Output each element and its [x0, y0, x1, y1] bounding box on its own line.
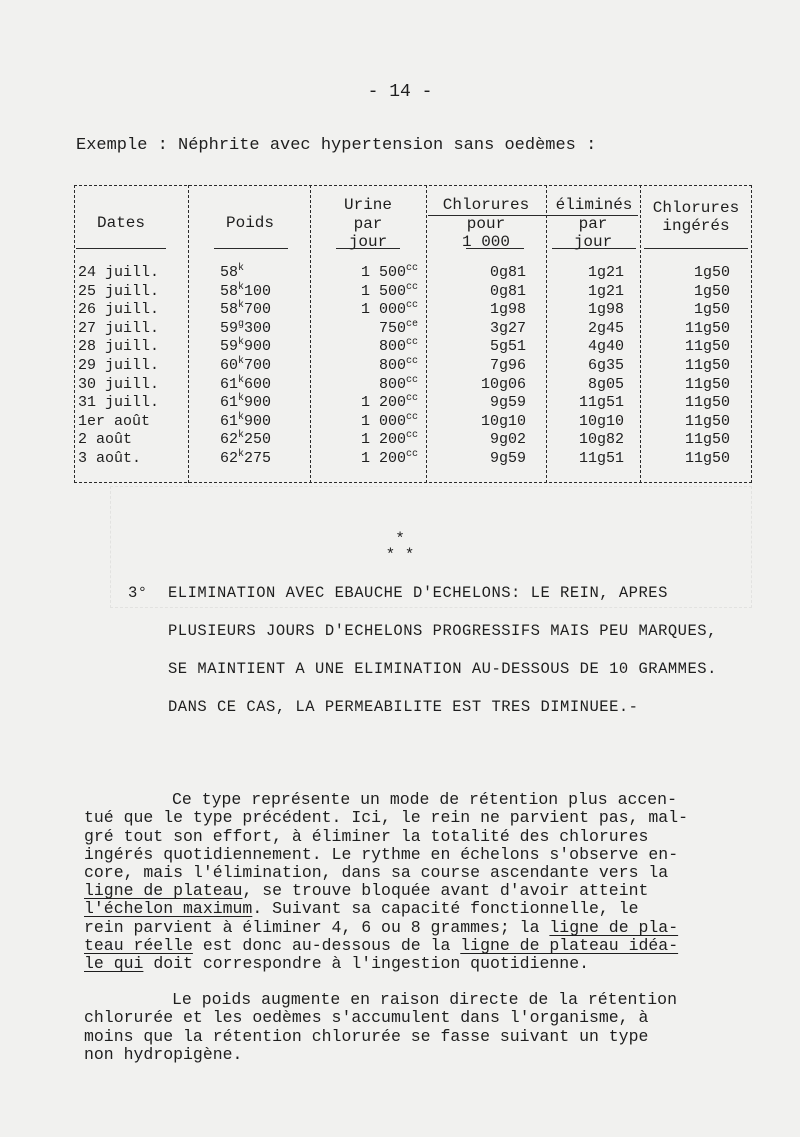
underline-le-qui: le qui: [84, 954, 144, 973]
cell-pour-mille: [458, 412, 526, 431]
cell-poids-poids: 59: [220, 338, 239, 356]
cell-ingeres: [664, 282, 730, 301]
cell-urine-urine: 800: [378, 375, 406, 393]
table-row: [74, 393, 752, 412]
cell-par-jour: [554, 300, 624, 319]
header-urine-1: Urine: [343, 196, 392, 214]
cell-par-jour: [554, 430, 624, 449]
underline-echelon-maximum: l'échelon maximum: [84, 899, 253, 918]
cell-urine-urine-sup: cc: [405, 263, 418, 274]
cell-pour-mille-pour-mille: 9g59: [489, 394, 526, 412]
cell-urine-urine: 800: [378, 357, 406, 374]
cell-date-date: 30 juill.: [78, 375, 160, 393]
cell-date: [78, 337, 182, 356]
cell-pour-mille-pour-mille: 0g81: [489, 282, 526, 300]
cell-poids-poids-sup: k: [238, 374, 245, 386]
cell-par-jour: [554, 263, 624, 282]
cell-pour-mille: [458, 300, 526, 319]
cell-ingeres-ingeres: 1g50: [693, 264, 730, 281]
cell-par-jour: [554, 319, 624, 338]
cell-ingeres-ingeres: 11g50: [684, 450, 730, 467]
separator-asterisk-top: *: [395, 530, 405, 548]
cell-date-date: 31 juill.: [78, 394, 160, 412]
cell-poids-poids: 61: [220, 375, 239, 393]
cell-poids-poids-rest: 600: [244, 375, 272, 393]
cell-pour-mille-pour-mille: 5g51: [489, 338, 526, 356]
cell-par-jour: [554, 356, 624, 375]
cell-date-date: 24 juill.: [78, 264, 160, 281]
cell-pour-mille-pour-mille: 3g27: [489, 319, 526, 337]
cell-poids-poids-sup: k: [238, 263, 245, 274]
cell-poids-poids-sup: k: [238, 393, 245, 405]
cell-urine-urine-sup: cc: [405, 356, 418, 367]
paragraph-1-line-4: ingérés quotidiennement. Le rythme en échelons s'observe en-: [84, 845, 679, 864]
cell-ingeres-ingeres: 11g50: [684, 394, 730, 412]
cell-pour-mille: [458, 337, 526, 356]
cell-urine-urine-sup: cc: [405, 281, 418, 293]
cell-date: [78, 282, 182, 301]
cell-pour-mille-pour-mille: 10g10: [480, 412, 526, 430]
cell-date-date: 26 juill.: [78, 301, 160, 319]
cell-pour-mille: [458, 393, 526, 412]
cell-date-date: 27 juill.: [78, 319, 160, 337]
section-heading-line-2: PLUSIEURS JOURS D'ECHELONS PROGRESSIFS MAIS PEU MARQUES,: [168, 622, 717, 640]
header-dates: Dates: [96, 214, 145, 232]
table-row: [74, 282, 752, 301]
header-ingeres-1: Chlorures: [652, 199, 740, 217]
cell-poids-poids-rest: 100: [244, 282, 272, 300]
cell-par-jour: [554, 337, 624, 356]
cell-poids-poids-rest: 300: [244, 319, 272, 337]
cell-date: [78, 319, 182, 338]
cell-urine: [310, 412, 418, 431]
cell-poids-poids: 62: [220, 431, 239, 449]
cell-date: [78, 393, 182, 412]
cell-poids: [220, 449, 320, 468]
header-rule-pour: [466, 248, 524, 249]
underline-teau-reelle: teau réelle: [84, 936, 193, 955]
cell-date-date: 29 juill.: [78, 357, 160, 374]
cell-poids-poids: 62: [220, 450, 239, 467]
header-rule-dates: [76, 248, 166, 249]
cell-poids-poids-sup: k: [238, 281, 245, 293]
table-row: [74, 300, 752, 319]
cell-poids: [220, 263, 320, 282]
table-row: [74, 449, 752, 468]
cell-poids: [220, 375, 320, 394]
cell-poids-poids-rest: 900: [244, 394, 272, 412]
cell-date: [78, 430, 182, 449]
paragraph-1-line-1: Ce type représente un mode de rétention plus accen-: [172, 790, 677, 809]
cell-poids: [220, 319, 320, 338]
cell-urine-urine: 1 200: [360, 450, 406, 467]
header-ingeres-2: ingérés: [662, 217, 730, 235]
paragraph-1-line-7-rest: . Suivant sa capacité fonctionnelle, le: [252, 899, 639, 918]
cell-par-jour: [554, 393, 624, 412]
header-elimines: éliminés: [555, 196, 633, 214]
cell-date-date: 25 juill.: [78, 282, 160, 300]
cell-poids: [220, 282, 320, 301]
cell-ingeres: [664, 430, 730, 449]
cell-poids-poids: 59: [220, 319, 239, 337]
cell-urine: [310, 282, 418, 301]
cell-poids-poids: 58: [220, 301, 239, 319]
underline-ligne-de-plateau-ideale: ligne de plateau idéa-: [460, 936, 679, 955]
cell-par-jour-par-jour: 11g51: [578, 450, 624, 467]
cell-poids: [220, 430, 320, 449]
cell-pour-mille: [458, 375, 526, 394]
cell-date-date: 3 août.: [78, 450, 142, 467]
cell-ingeres-ingeres: 11g50: [684, 338, 730, 356]
table-row: [74, 263, 752, 282]
cell-urine: [310, 263, 418, 282]
cell-pour-mille: [458, 282, 526, 301]
data-table: [74, 185, 752, 483]
underline-ligne-de-plateau-reelle: ligne de pla-: [549, 918, 679, 937]
paragraph-1-line-6-rest: , se trouve bloquée avant d'avoir atteint: [242, 881, 649, 900]
paragraph-1-line-10: [84, 953, 589, 975]
cell-poids-poids-sup: k: [238, 411, 245, 423]
cell-poids-poids: 60: [220, 357, 239, 374]
cell-pour-mille-pour-mille: 1g98: [489, 301, 526, 319]
cell-urine-urine: 1 500: [360, 282, 406, 300]
paragraph-2-line-1: Le poids augmente en raison directe de la rétention: [172, 990, 677, 1009]
cell-poids: [220, 393, 320, 412]
header-rule-urine: [336, 248, 400, 249]
cell-ingeres-ingeres: 11g50: [684, 375, 730, 393]
cell-pour-mille: [458, 263, 526, 282]
cell-urine-urine: 1 000: [360, 301, 406, 319]
cell-ingeres-ingeres: 11g50: [684, 412, 730, 430]
cell-urine-urine-sup: cc: [405, 449, 418, 460]
cell-urine-urine-sup: cc: [405, 393, 418, 405]
cell-pour-mille-pour-mille: 9g02: [489, 431, 526, 449]
cell-poids-poids-sup: k: [238, 300, 245, 312]
cell-poids-poids-sup: k: [238, 356, 245, 367]
cell-par-jour: [554, 412, 624, 431]
header-poids: Poids: [225, 214, 274, 232]
cell-ingeres: [664, 300, 730, 319]
cell-date: [78, 356, 182, 375]
cell-poids-poids: 61: [220, 412, 239, 430]
header-urine-3: jour: [348, 233, 388, 251]
header-par: par: [578, 215, 608, 233]
cell-ingeres: [664, 375, 730, 394]
cell-poids: [220, 412, 320, 431]
cell-urine: [310, 375, 418, 394]
cell-urine-urine-sup: ce: [405, 318, 418, 330]
paragraph-2-line-4: non hydropigène.: [84, 1045, 243, 1064]
cell-urine-urine-sup: cc: [405, 337, 418, 349]
table-row: [74, 356, 752, 375]
cell-urine: [310, 393, 418, 412]
cell-urine-urine-sup: cc: [405, 430, 418, 442]
cell-ingeres: [664, 393, 730, 412]
section-number: 3°: [128, 584, 148, 602]
paragraph-1-line-8-start: rein parvient à éliminer 4, 6 ou 8 grammes; la: [84, 918, 550, 937]
section-heading-line-3: SE MAINTIENT A UNE ELIMINATION AU-DESSOUS DE 10 GRAMMES.: [168, 660, 717, 678]
cell-poids-poids-rest: 275: [244, 450, 272, 467]
table-row: [74, 375, 752, 394]
example-title: Exemple : Néphrite avec hypertension sans oedèmes :: [76, 136, 597, 155]
cell-poids-poids-rest: 900: [244, 338, 272, 356]
cell-ingeres: [664, 356, 730, 375]
cell-poids: [220, 337, 320, 356]
cell-poids-poids: 58: [220, 282, 239, 300]
underline-ligne-de-plateau: ligne de plateau: [84, 881, 243, 900]
cell-urine: [310, 319, 418, 338]
paragraph-1-line-5: core, mais l'élimination, dans sa course ascendante vers la: [84, 863, 669, 882]
cell-urine-urine: 1 500: [360, 264, 406, 281]
cell-par-jour-par-jour: 1g98: [587, 301, 624, 319]
cell-ingeres-ingeres: 1g50: [693, 282, 730, 300]
cell-ingeres: [664, 412, 730, 431]
cell-poids: [220, 300, 320, 319]
cell-ingeres-ingeres: 1g50: [693, 301, 730, 319]
cell-par-jour-par-jour: 1g21: [587, 264, 624, 281]
cell-par-jour-par-jour: 6g35: [587, 357, 624, 374]
cell-date: [78, 300, 182, 319]
paragraph-1-line-2: tué que le type précédent. Ici, le rein ne parvient pas, mal-: [84, 808, 688, 827]
cell-poids-poids-sup: k: [238, 449, 245, 460]
cell-pour-mille: [458, 356, 526, 375]
header-rule-jour: [552, 248, 636, 249]
table-row: [74, 430, 752, 449]
cell-ingeres: [664, 319, 730, 338]
cell-par-jour-par-jour: 4g40: [587, 338, 624, 356]
header-rule-ingeres: [644, 248, 748, 249]
cell-par-jour-par-jour: 11g51: [578, 394, 624, 412]
separator-asterisk-bottom: * *: [385, 546, 415, 564]
cell-par-jour: [554, 375, 624, 394]
cell-date: [78, 412, 182, 431]
table-row: [74, 337, 752, 356]
cell-poids-poids: 61: [220, 394, 239, 412]
header-chlorures: Chlorures: [442, 196, 530, 214]
cell-date-date: 2 août: [78, 431, 133, 449]
cell-urine: [310, 430, 418, 449]
cell-par-jour: [554, 282, 624, 301]
cell-par-jour-par-jour: 10g82: [578, 431, 624, 449]
header-rule-chlorures: [428, 215, 638, 216]
cell-pour-mille-pour-mille: 9g59: [489, 450, 526, 467]
cell-date: [78, 375, 182, 394]
header-mille: 1 000: [461, 233, 510, 251]
cell-ingeres: [664, 337, 730, 356]
cell-ingeres-ingeres: 11g50: [684, 319, 730, 337]
cell-poids-poids-rest: 700: [244, 301, 272, 319]
paragraph-1-line-9-mid: est donc au-dessous de la: [192, 936, 461, 955]
cell-pour-mille-pour-mille: 10g06: [480, 375, 526, 393]
cell-urine-urine: 1 000: [360, 412, 406, 430]
cell-urine-urine: 750: [378, 319, 406, 337]
cell-pour-mille: [458, 430, 526, 449]
cell-urine-urine-sup: cc: [405, 411, 418, 423]
cell-date-date: 1er août: [78, 412, 151, 430]
cell-pour-mille: [458, 449, 526, 468]
cell-poids: [220, 356, 320, 375]
cell-urine: [310, 300, 418, 319]
section-heading-line-1: ELIMINATION AVEC EBAUCHE D'ECHELONS: LE REIN, APRES: [168, 584, 668, 602]
cell-urine-urine: 800: [378, 338, 406, 356]
cell-par-jour-par-jour: 1g21: [587, 282, 624, 300]
paragraph-1-line-3: gré tout son effort, à éliminer la totalité des chlorures: [84, 827, 649, 846]
cell-poids-poids-rest: 250: [244, 431, 272, 449]
cell-poids-poids-sup: g: [238, 318, 245, 330]
section-heading-line-4: DANS CE CAS, LA PERMEABILITE EST TRES DIMINUEE.-: [168, 698, 639, 716]
cell-date: [78, 449, 182, 468]
page-number: - 14 -: [367, 82, 433, 102]
header-jour: jour: [573, 233, 613, 251]
cell-par-jour: [554, 449, 624, 468]
cell-urine-urine: 1 200: [360, 431, 406, 449]
header-pour: pour: [466, 215, 506, 233]
cell-ingeres-ingeres: 11g50: [684, 357, 730, 374]
table-row: [74, 319, 752, 338]
cell-poids-poids-sup: k: [238, 430, 245, 442]
cell-par-jour-par-jour: 2g45: [587, 319, 624, 337]
cell-ingeres: [664, 263, 730, 282]
cell-date-date: 28 juill.: [78, 338, 160, 356]
cell-ingeres-ingeres: 11g50: [684, 431, 730, 449]
paragraph-2-line-2: chlorurée et les oedèmes s'accumulent dans l'organisme, à: [84, 1008, 649, 1027]
paragraph-1-line-10-rest: doit correspondre à l'ingestion quotidienne.: [143, 954, 589, 973]
cell-par-jour-par-jour: 8g05: [587, 375, 624, 393]
cell-pour-mille-pour-mille: 0g81: [489, 264, 526, 281]
header-urine-2: par: [353, 215, 383, 233]
table-row: [74, 412, 752, 431]
cell-ingeres: [664, 449, 730, 468]
cell-urine-urine-sup: cc: [405, 300, 418, 312]
cell-urine: [310, 337, 418, 356]
cell-urine: [310, 449, 418, 468]
cell-poids-poids-rest: 900: [244, 412, 272, 430]
cell-poids-poids-rest: 700: [244, 357, 272, 374]
cell-pour-mille: [458, 319, 526, 338]
cell-urine: [310, 356, 418, 375]
header-rule-poids: [214, 248, 288, 249]
cell-par-jour-par-jour: 10g10: [578, 412, 624, 430]
cell-urine-urine-sup: cc: [405, 374, 418, 386]
cell-poids-poids-sup: k: [238, 337, 245, 349]
paragraph-2-line-3: moins que la rétention chlorurée se fasse suivant un type: [84, 1027, 649, 1046]
cell-date: [78, 263, 182, 282]
cell-urine-urine: 1 200: [360, 394, 406, 412]
cell-poids-poids: 58: [220, 264, 239, 281]
cell-pour-mille-pour-mille: 7g96: [489, 357, 526, 374]
